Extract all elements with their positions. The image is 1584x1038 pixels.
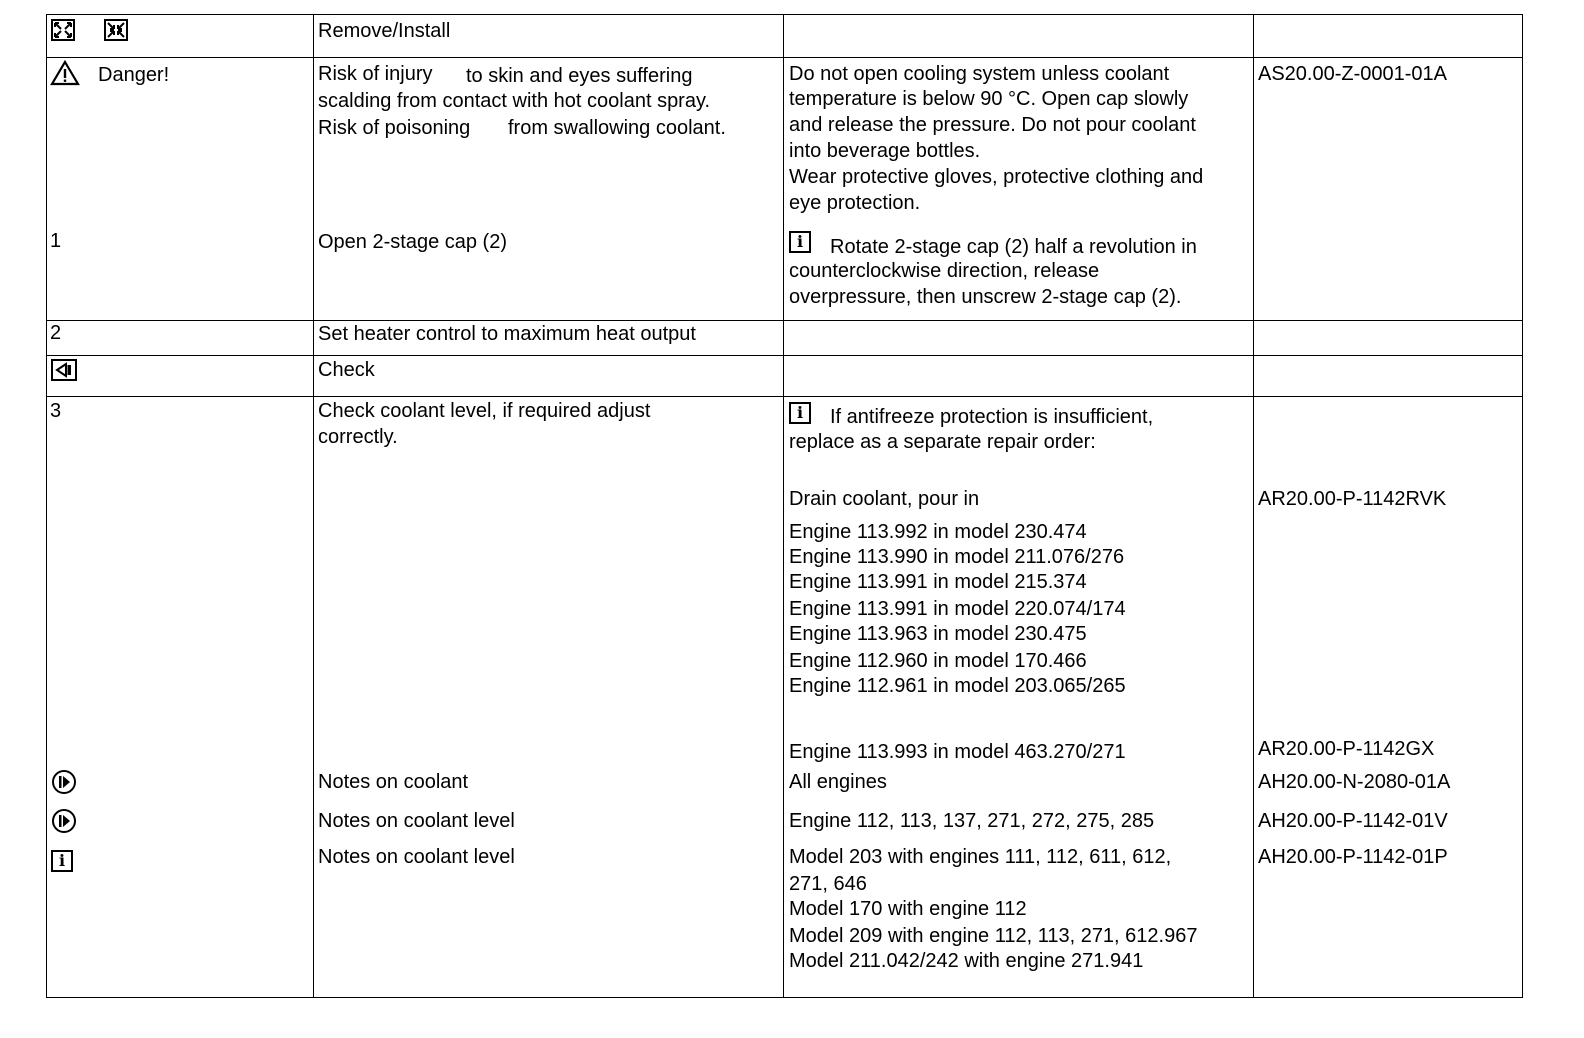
row-divider [47, 355, 1522, 356]
danger-instruction-line: temperature is below 90 °C. Open cap slowly [789, 88, 1189, 110]
danger-instruction-line: Do not open cooling system unless coolant [789, 63, 1170, 85]
note-line: overpressure, then unscrew 2-stage cap (2). [789, 286, 1182, 308]
arrow-circle-icon [51, 808, 77, 834]
danger-label: Danger! [98, 64, 170, 86]
model-line: Model 170 with engine 112 [789, 898, 1027, 920]
step-number: 2 [50, 322, 62, 344]
engine-line: Engine 113.990 in model 211.076/276 [789, 546, 1125, 568]
risk-injury-lead: Risk of injury [318, 63, 433, 85]
notes-label: Notes on coolant [318, 771, 469, 793]
step-number: 1 [50, 230, 62, 252]
info-box-icon: i [789, 402, 811, 424]
notes-reference[interactable]: AH20.00-P-1142-01P [1258, 846, 1448, 868]
danger-instruction-line: Wear protective gloves, protective clothing and [789, 166, 1204, 188]
engine-line: Engine 113.963 in model 230.475 [789, 623, 1087, 645]
risk-injury-rest: to skin and eyes suffering [466, 65, 693, 87]
risk-poisoning-rest: from swallowing coolant. [508, 117, 726, 139]
notes-label: Notes on coolant level [318, 846, 515, 868]
info-box-icon: i [789, 231, 811, 253]
engine-line: Engine 113.992 in model 230.474 [789, 521, 1087, 543]
check-label: Check [318, 359, 375, 381]
step-text: correctly. [318, 426, 398, 448]
column-divider [1253, 15, 1254, 997]
notes-applies: All engines [789, 771, 887, 793]
engine-line: Engine 113.991 in model 220.074/174 [789, 598, 1126, 620]
step-text: Check coolant level, if required adjust [318, 400, 651, 422]
risk-poisoning-lead: Risk of poisoning [318, 117, 471, 139]
engine-line: Engine 113.991 in model 215.374 [789, 571, 1087, 593]
danger-reference[interactable]: AS20.00-Z-0001-01A [1258, 63, 1448, 85]
column-divider [783, 15, 784, 997]
column-divider [313, 15, 314, 997]
engine-line: Engine 112.961 in model 203.065/265 [789, 675, 1126, 697]
note-line: replace as a separate repair order: [789, 431, 1096, 453]
arrow-circle-icon [51, 769, 77, 795]
note-line: Rotate 2-stage cap (2) half a revolution in [830, 236, 1197, 258]
notes-applies: Model 203 with engines 111, 112, 611, 612, [789, 846, 1172, 868]
risk-scalding-line: scalding from contact with hot coolant spray. [318, 90, 711, 112]
row-divider [47, 57, 1522, 58]
engine-gx-reference[interactable]: AR20.00-P-1142GX [1258, 738, 1435, 760]
step-number: 3 [50, 400, 62, 422]
danger-instruction-line: and release the pressure. Do not pour coolant [789, 114, 1196, 136]
notes-label: Notes on coolant level [318, 810, 515, 832]
model-line: 271, 646 [789, 873, 867, 895]
install-arrows-icon [104, 19, 128, 41]
engine-line: Engine 113.993 in model 463.270/271 [789, 741, 1126, 763]
info-note [51, 845, 73, 872]
warning-triangle-icon [50, 60, 80, 86]
model-line: Model 211.042/242 with engine 271.941 [789, 950, 1144, 972]
row-divider [47, 396, 1522, 397]
step-text: Open 2-stage cap (2) [318, 231, 507, 253]
notes-reference[interactable]: AH20.00-N-2080-01A [1258, 771, 1451, 793]
check-icon [51, 359, 77, 381]
engine-line: Engine 112.960 in model 170.466 [789, 650, 1087, 672]
info-note [789, 397, 811, 424]
model-line: Model 209 with engine 112, 113, 271, 612.967 [789, 925, 1198, 947]
info-note [789, 226, 811, 253]
remove-arrows-icon [51, 19, 75, 41]
info-box-icon: i [51, 850, 73, 872]
danger-instruction-line: eye protection. [789, 192, 921, 214]
notes-reference[interactable]: AH20.00-P-1142-01V [1258, 810, 1448, 832]
note-line: If antifreeze protection is insufficient, [830, 406, 1154, 428]
row-divider [47, 320, 1522, 321]
step-text: Set heater control to maximum heat output [318, 323, 696, 345]
remove-install-label: Remove/Install [318, 20, 451, 42]
drain-text: Drain coolant, pour in [789, 488, 980, 510]
notes-applies: Engine 112, 113, 137, 271, 272, 275, 285 [789, 810, 1155, 832]
note-line: counterclockwise direction, release [789, 260, 1100, 282]
danger-instruction-line: into beverage bottles. [789, 140, 981, 162]
drain-reference[interactable]: AR20.00-P-1142RVK [1258, 488, 1447, 510]
